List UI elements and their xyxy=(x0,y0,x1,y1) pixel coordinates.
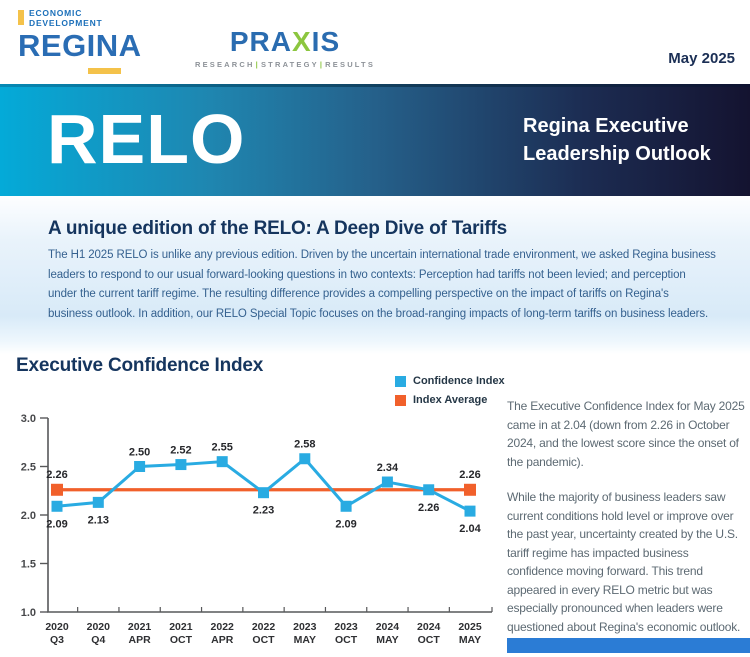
svg-text:2.5: 2.5 xyxy=(20,461,36,474)
intro-body: The H1 2025 RELO is unlike any previous edition. Driven by the uncertain international trade environment, we asked Regina business leaders to respond to our usual forward-looking questions in two contexts: Perception had tariffs not been levied; and perception under the current tariff regime. The resulting difference provides a compelling perspective on the impact of tariffs on Regina's business outlook. In addition, our RELO Special Topic focuses on the broad-ranging impacts of long-term tariffs on business leaders. xyxy=(48,249,716,320)
relo-subtitle-line1: Regina Executive xyxy=(523,115,689,137)
svg-text:2020Q4: 2020 Q4 xyxy=(86,621,110,646)
svg-text:2.34: 2.34 xyxy=(376,462,399,475)
regina-logo-tagline-text xyxy=(29,9,103,28)
praxis-logo xyxy=(185,27,385,69)
svg-text:2.52: 2.52 xyxy=(170,444,192,457)
regina-wordmark: REGINA xyxy=(18,28,142,63)
tagline-top: ECONOMIC xyxy=(29,8,83,18)
praxis-tagline-research: RESEARCH xyxy=(194,60,255,69)
svg-text:2024MAY: 2024 MAY xyxy=(375,621,400,646)
svg-text:2.23: 2.23 xyxy=(252,504,275,517)
svg-text:2.50: 2.50 xyxy=(128,446,151,459)
confidence-index-chart xyxy=(0,408,500,657)
svg-text:2025MAY: 2025 MAY xyxy=(458,621,482,646)
praxis-separator: | xyxy=(255,60,260,69)
issue-date: May 2025 xyxy=(668,50,735,67)
praxis-part-is: IS xyxy=(311,26,341,57)
praxis-wordmark xyxy=(185,27,385,57)
commentary-paragraph-1: The Executive Confidence Index for May 2025 came in at 2.04 (down from 2.26 in October 2024, and the lowest score since the onset of the pandemic). xyxy=(507,399,745,469)
regina-logo-tagline xyxy=(18,9,168,28)
confidence-index-swatch-icon xyxy=(395,376,406,387)
legend-label: Index Average xyxy=(413,394,488,406)
page-header xyxy=(0,0,750,84)
praxis-tagline-results: RESULTS xyxy=(325,60,376,69)
svg-text:2.26: 2.26 xyxy=(417,501,440,514)
svg-text:2.09: 2.09 xyxy=(46,518,68,531)
relo-subtitle xyxy=(523,112,711,168)
praxis-tagline-strategy: STRATEGY xyxy=(260,60,319,69)
svg-text:2020Q3: 2020 Q3 xyxy=(45,621,69,646)
svg-text:2.04: 2.04 xyxy=(459,523,481,536)
intro-heading: A unique edition of the RELO: A Deep Dive of Tariffs xyxy=(48,218,507,239)
tagline-bottom: DEVELOPMENT xyxy=(29,17,103,28)
svg-text:2023MAY: 2023 MAY xyxy=(293,621,317,646)
confidence-commentary xyxy=(507,397,747,636)
economic-development-regina-logo xyxy=(18,9,168,63)
svg-text:2.09: 2.09 xyxy=(335,518,357,531)
yellow-block-icon xyxy=(18,10,24,25)
praxis-tagline xyxy=(185,60,385,69)
svg-text:2022OCT: 2022 OCT xyxy=(251,621,276,646)
legend-label: Confidence Index xyxy=(413,375,505,387)
svg-text:2.26: 2.26 xyxy=(46,468,68,481)
svg-text:2024OCT: 2024 OCT xyxy=(417,621,441,646)
confidence-section-title: Executive Confidence Index xyxy=(16,355,264,376)
svg-text:3.0: 3.0 xyxy=(20,413,36,425)
svg-text:2023OCT: 2023 OCT xyxy=(334,621,358,646)
praxis-part-x: X xyxy=(291,26,312,57)
commentary-paragraph-2: While the majority of business leaders saw current conditions hold level or improve over the past year, uncertainty created by the U.S. tariff regime has impacted business confidence moving forward. This trend appeared in every RELO metric but was especially pronounced when leaders were questioned about Regina's economic outlook. xyxy=(507,490,741,634)
svg-text:2.58: 2.58 xyxy=(294,438,316,451)
svg-text:2021APR: 2021 APR xyxy=(127,621,152,646)
praxis-part-pra: PRA xyxy=(229,26,292,57)
relo-subtitle-line2: Leadership Outlook xyxy=(523,143,711,165)
intro-section xyxy=(0,196,750,354)
svg-text:2.55: 2.55 xyxy=(211,441,233,454)
svg-text:1.5: 1.5 xyxy=(20,558,36,571)
legend-item-confidence-index xyxy=(395,375,505,387)
svg-text:2022APR: 2022 APR xyxy=(210,621,234,646)
svg-text:2.0: 2.0 xyxy=(20,510,36,522)
relo-banner xyxy=(0,84,750,196)
svg-text:2.26: 2.26 xyxy=(459,468,481,481)
banner-top-line xyxy=(0,84,750,87)
praxis-separator: | xyxy=(319,60,325,69)
legend-item-index-average xyxy=(395,394,505,406)
regina-yellow-underline xyxy=(88,68,121,74)
svg-text:2021OCT: 2021 OCT xyxy=(169,621,193,646)
svg-text:2.13: 2.13 xyxy=(87,514,110,527)
index-average-swatch-icon xyxy=(395,395,406,406)
svg-text:1.0: 1.0 xyxy=(20,607,36,619)
footer-accent-bar xyxy=(507,638,750,653)
relo-title: RELO xyxy=(47,100,246,178)
